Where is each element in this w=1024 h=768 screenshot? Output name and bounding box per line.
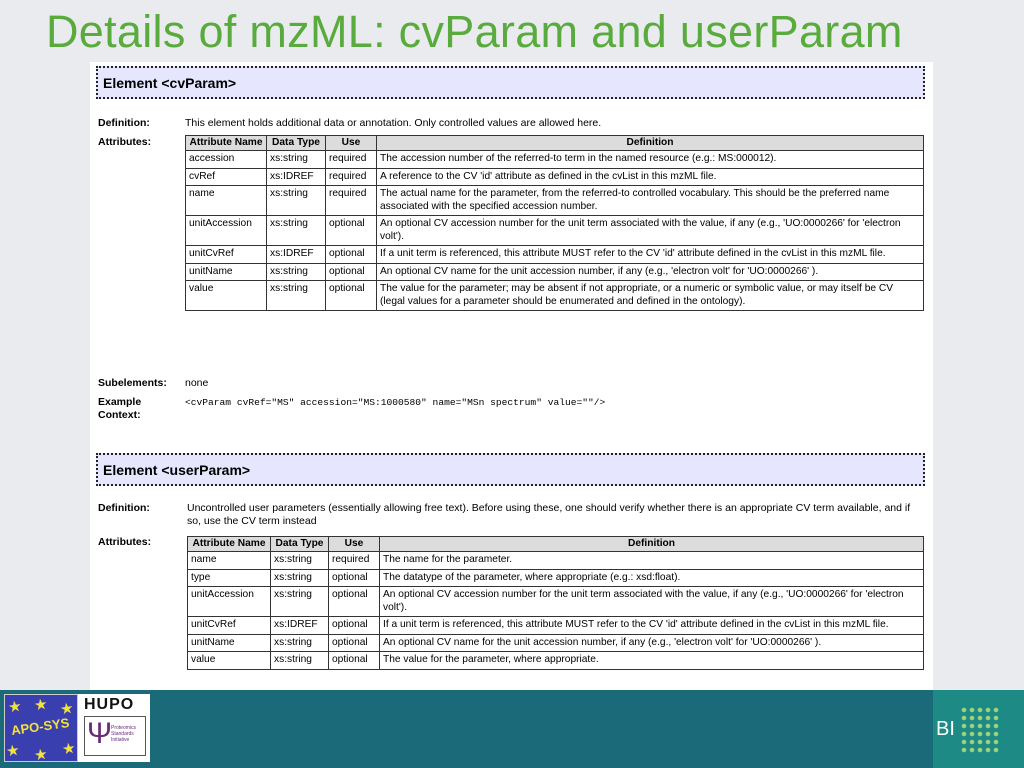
userparam-header [96,453,925,486]
use-cell: required [326,186,377,216]
attribute-name-cell: value [188,652,271,670]
column-header: Attribute Name [186,136,267,151]
attribute-name-cell: unitAccession [186,216,267,246]
column-header: Definition [377,136,924,151]
table-header-row [186,136,924,151]
table-row [186,186,924,216]
data-type-cell: xs:string [271,569,329,587]
cvparam-definition-label: Definition: [98,117,150,129]
attribute-name-cell: unitName [188,634,271,652]
userparam-definition-label: Definition: [98,502,150,514]
psi-icon: Ψ [87,717,113,750]
star-icon: ★ [61,740,76,757]
table-row [186,281,924,311]
definition-cell: An optional CV accession number for the unit term associated with the value, if any (e.g., 'UO:0000266' for 'electron volt'). [377,216,924,246]
attribute-name-cell: name [188,552,271,570]
star-icon: ★ [33,696,48,713]
cvparam-subelements-text: none [185,377,209,389]
table-row [186,151,924,169]
attribute-name-cell: unitCvRef [186,246,267,264]
definition-cell: The name for the parameter. [380,552,924,570]
definition-cell: If a unit term is referenced, this attribute MUST refer to the CV 'id' attribute defined in the cvList in this mzML file. [377,246,924,264]
attribute-name-cell: unitAccession [188,587,271,617]
data-type-cell: xs:string [271,552,329,570]
table-row [188,634,924,652]
use-cell: optional [326,216,377,246]
use-cell: optional [326,263,377,281]
cvparam-example-label [98,396,141,422]
use-cell: optional [329,587,380,617]
attribute-name-cell: name [186,186,267,216]
table-row [188,569,924,587]
ebi-logo-icon [960,706,1000,754]
slide-title: Details of mzML: cvParam and userParam [46,6,903,57]
table-row [186,263,924,281]
psi-logo-text: Proteomics Standards Initiative [111,725,137,743]
hupo-psi-logo [78,694,150,762]
definition-cell: The actual name for the parameter, from the referred-to controlled vocabulary. This should be the preferred name associated with the specified accession number. [377,186,924,216]
data-type-cell: xs:string [271,587,329,617]
cvparam-header [96,66,925,99]
use-cell: optional [329,569,380,587]
document-page [90,62,933,768]
definition-cell: The datatype of the parameter, where appropriate (e.g.: xsd:float). [380,569,924,587]
data-type-cell: xs:string [267,263,326,281]
data-type-cell: xs:IDREF [271,617,329,635]
cvparam-subelements-label: Subelements: [98,377,167,389]
table-row [188,652,924,670]
hupo-logo-text: HUPO [84,696,135,713]
star-icon: ★ [5,742,20,759]
use-cell: optional [326,246,377,264]
definition-cell: The value for the parameter, where appropriate. [380,652,924,670]
definition-cell: An optional CV name for the unit accession number, if any (e.g., 'electron volt' for 'UO:0000266' ). [380,634,924,652]
use-cell: required [329,552,380,570]
attribute-name-cell: accession [186,151,267,169]
context-label-line: Context: [98,409,141,421]
data-type-cell: xs:string [267,186,326,216]
column-header: Use [326,136,377,151]
table-header-row [188,537,924,552]
userparam-attributes-table [187,536,924,670]
use-cell: optional [329,617,380,635]
userparam-attributes-label: Attributes: [98,536,152,548]
star-icon: ★ [7,698,22,715]
attribute-name-cell: type [188,569,271,587]
table-row [188,552,924,570]
definition-cell: If a unit term is referenced, this attribute MUST refer to the CV 'id' attribute defined in the cvList in this mzML file. [380,617,924,635]
userparam-definition-text: Uncontrolled user parameters (essentially allowing free text). Before using these, one should verify whether there is an appropriate CV term available, and if so, use the CV term instead [187,502,911,527]
cvparam-attributes-table [185,135,924,311]
data-type-cell: xs:string [267,151,326,169]
attribute-name-cell: unitName [186,263,267,281]
definition-cell: An optional CV name for the unit accession number, if any (e.g., 'electron volt' for 'UO:0000266' ). [377,263,924,281]
apo-sys-logo-text: APO-SYS [10,715,71,738]
use-cell: optional [326,281,377,311]
use-cell: optional [329,652,380,670]
footer-strip [0,690,1024,768]
data-type-cell: xs:IDREF [267,246,326,264]
use-cell: optional [329,634,380,652]
userparam-header-text: Element <userParam> [103,462,251,478]
column-header: Data Type [271,537,329,552]
data-type-cell: xs:string [271,652,329,670]
table-row [186,168,924,186]
psi-logo [84,716,146,756]
cvparam-header-text: Element <cvParam> [103,75,237,91]
definition-cell: An optional CV accession number for the unit term associated with the value, if any (e.g., 'UO:0000266' for 'electron volt'). [380,587,924,617]
definition-cell: The accession number of the referred-to term in the named resource (e.g.: MS:000012). [377,151,924,169]
table-row [188,617,924,635]
attribute-name-cell: unitCvRef [188,617,271,635]
table-row [186,216,924,246]
table-row [186,246,924,264]
attribute-name-cell: value [186,281,267,311]
use-cell: required [326,151,377,169]
apo-sys-logo [4,694,78,762]
star-icon: ★ [33,746,48,763]
data-type-cell: xs:string [271,634,329,652]
data-type-cell: xs:string [267,281,326,311]
table-row [188,587,924,617]
data-type-cell: xs:string [267,216,326,246]
use-cell: required [326,168,377,186]
cvparam-definition-text: This element holds additional data or annotation. Only controlled values are allowed here. [185,117,602,129]
column-header: Use [329,537,380,552]
attribute-name-cell: cvRef [186,168,267,186]
cvparam-example-code: <cvParam cvRef="MS" accession="MS:1000580" name="MSn spectrum" value=""/> [185,397,606,408]
star-icon: ★ [59,700,74,717]
example-label-line: Example [98,396,142,408]
column-header: Definition [380,537,924,552]
data-type-cell: xs:IDREF [267,168,326,186]
column-header: Attribute Name [188,537,271,552]
column-header: Data Type [267,136,326,151]
definition-cell: The value for the parameter; may be absent if not appropriate, or a numeric or symbolic value, or may itself be CV (legal values for a parameter should be enumerated and defined in the ontology). [377,281,924,311]
definition-cell: A reference to the CV 'id' attribute as defined in the cvList in this mzML file. [377,168,924,186]
ebi-logo-text: BI [936,718,955,740]
cvparam-attributes-label: Attributes: [98,136,152,148]
